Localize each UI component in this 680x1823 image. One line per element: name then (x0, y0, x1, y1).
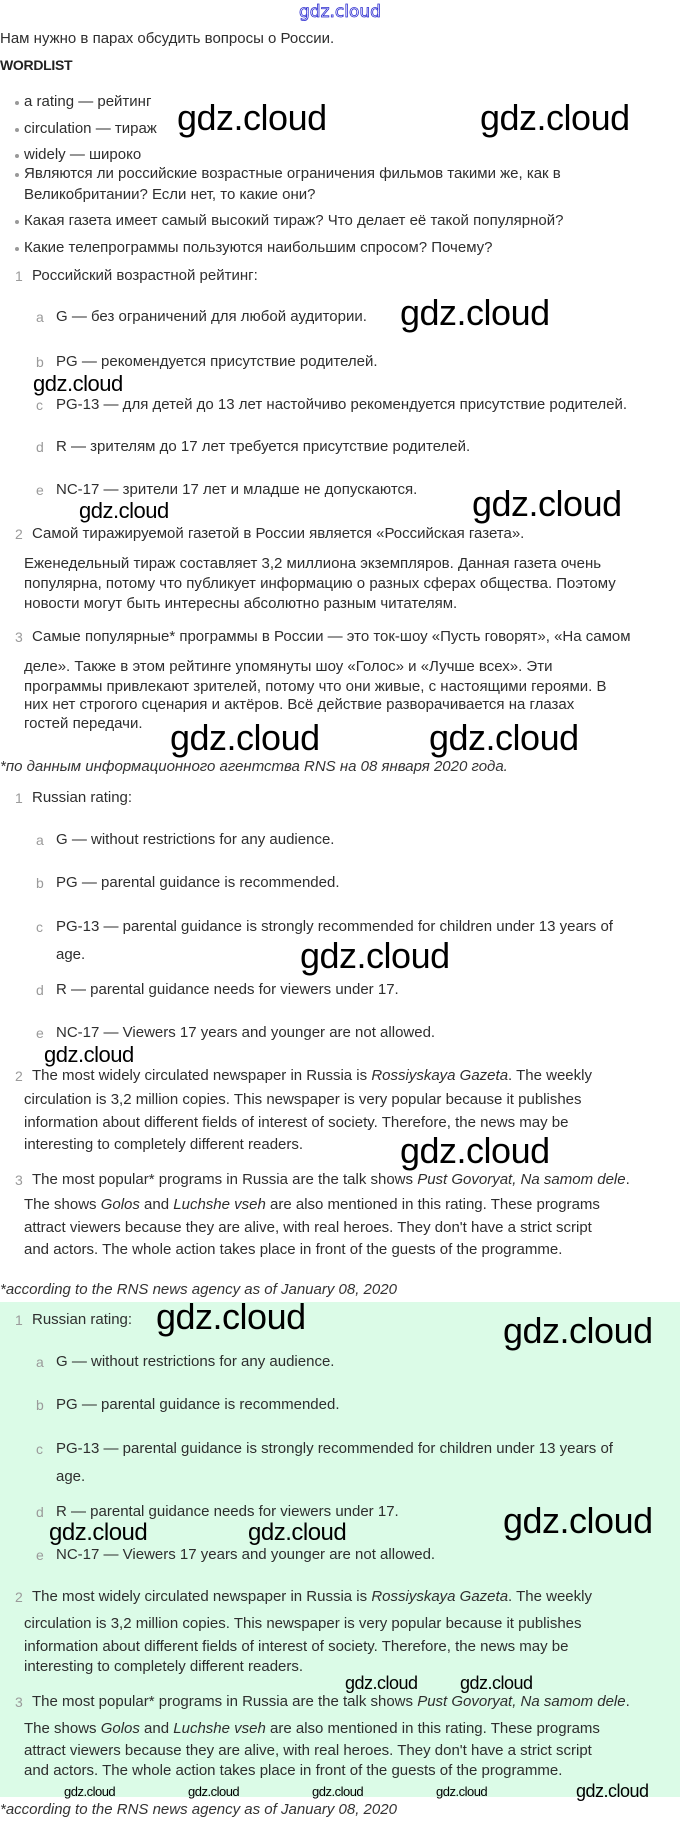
wordlist-title: WORDLIST (0, 57, 73, 73)
text-segment: information about different fields of interest of society. Therefore, the news may be (24, 1114, 569, 1131)
text-segment: . The weekly (508, 1588, 592, 1605)
sub-item-text (56, 918, 613, 936)
paragraph-line (24, 1615, 582, 1633)
watermark: gdz.cloud (248, 1519, 347, 1546)
sub-item-text (56, 981, 399, 999)
text-segment: and (139, 1196, 174, 1213)
sub-item-text (56, 874, 339, 892)
paragraph-line (24, 555, 601, 573)
paragraph-line (24, 595, 457, 613)
text-segment: age. (56, 946, 86, 963)
watermark: gdz.cloud (188, 1784, 240, 1799)
item-number: 2 (15, 1589, 23, 1605)
sub-item-letter: b (36, 1397, 44, 1413)
text-segment: The most popular* programs in Russia are the talk shows (32, 1171, 418, 1188)
text-segment: Еженедельный тираж составляет 3,2 миллиона экземпляров. Данная газета очень (24, 555, 602, 572)
text-segment: The most widely circulated newspaper in Russia is (32, 1588, 372, 1605)
text-segment: . The weekly (508, 1067, 592, 1084)
text-segment: R — зрителям до 17 лет требуется присутствие родителей. (56, 438, 471, 455)
sub-item-letter: a (36, 832, 44, 848)
text-segment: NC-17 — Viewers 17 years and younger are not allowed. (56, 1024, 436, 1041)
text-segment: G — without restrictions for any audience. (56, 831, 335, 848)
sub-item-letter: b (36, 354, 44, 370)
paragraph-line (32, 628, 631, 646)
text-segment: The most popular* programs in Russia are the talk shows (32, 1693, 418, 1710)
text-segment: популярна, потому что публикует информацию о разных сферах общества. Поэтому (24, 575, 616, 592)
text-segment: circulation — тираж (24, 120, 157, 137)
paragraph-line (32, 1067, 592, 1085)
watermark: gdz.cloud (576, 1781, 649, 1801)
watermark: gdz.cloud (44, 1042, 134, 1067)
text-segment: PG-13 — parental guidance is strongly recommended for children under 13 years of (56, 1440, 613, 1457)
header-watermark: gdz.cloud (299, 2, 381, 22)
text-segment: NC-17 — зрители 17 лет и младше не допускаются. (56, 481, 418, 498)
watermark: gdz.cloud (177, 97, 327, 138)
paragraph-line (32, 1693, 630, 1711)
text-segment: interesting to completely different readers. (24, 1658, 304, 1675)
watermark: gdz.cloud (472, 483, 622, 524)
item-label (32, 1311, 132, 1329)
text-segment: are also mentioned in this rating. These programs (265, 1196, 600, 1213)
italic-title: Golos (100, 1196, 140, 1213)
paragraph-line (24, 1196, 600, 1214)
text-segment: PG-13 — для детей до 13 лет настойчиво рекомендуется присутствие родителей. (56, 396, 628, 413)
item-number: 3 (15, 1172, 23, 1188)
text-segment: NC-17 — Viewers 17 years and younger are not allowed. (56, 1546, 436, 1563)
paragraph-line (24, 1241, 562, 1259)
bullet-icon (15, 173, 19, 177)
wordlist-item (24, 212, 563, 230)
sub-item-text (56, 1546, 435, 1564)
paragraph-line (24, 1638, 568, 1656)
watermark: gdz.cloud (170, 717, 320, 758)
text-segment: information about different fields of interest of society. Therefore, the news may be (24, 1638, 569, 1655)
text-segment: and actors. The whole action takes place in front of the guests of the programme. (24, 1241, 563, 1258)
text-segment: PG — parental guidance is recommended. (56, 874, 340, 891)
intro-text: Нам нужно в парах обсудить вопросы о России. (0, 30, 335, 47)
watermark: gdz.cloud (345, 1673, 418, 1693)
text-segment: G — без ограничений для любой аудитории. (56, 308, 367, 325)
sub-item-letter: c (36, 1441, 43, 1457)
item-label (32, 267, 258, 285)
sub-item-letter: a (36, 309, 44, 325)
wordlist-item (24, 165, 561, 183)
text-segment: PG-13 — parental guidance is strongly recommended for children under 13 years of (56, 918, 613, 935)
text-segment: деле». Также в этом рейтинге упомянуты шоу «Голос» и «Лучше всех». Эти (24, 658, 553, 675)
watermark: gdz.cloud (64, 1784, 116, 1799)
paragraph-line (24, 715, 143, 733)
text-segment: R — parental guidance needs for viewers under 17. (56, 981, 399, 998)
paragraph-line (24, 678, 606, 696)
text-segment: a rating — рейтинг (24, 93, 152, 110)
watermark: gdz.cloud (400, 1130, 550, 1171)
bullet-icon (15, 101, 19, 105)
sub-item-letter: a (36, 1354, 44, 1370)
sub-item-text (56, 1468, 85, 1486)
text-segment: and actors. The whole action takes place in front of the guests of the programme. (24, 1762, 563, 1779)
text-segment: Являются ли российские возрастные ограничения фильмов такими же, как в (24, 165, 561, 182)
paragraph-line (24, 1720, 600, 1738)
text-segment: circulation is 3,2 million copies. This newspaper is very popular because it publishes (24, 1615, 582, 1632)
paragraph-line (24, 1136, 303, 1154)
watermark: gdz.cloud (33, 371, 123, 396)
text-segment: них нет строгого сценария и актёров. Всё действие разворачивается на глазах (24, 696, 575, 713)
bullet-icon (15, 128, 19, 132)
watermark: gdz.cloud (312, 1784, 364, 1799)
text-segment: Какая газета имеет самый высокий тираж? Что делает её такой популярной? (24, 212, 564, 229)
text-segment: новости могут быть интересны абсолютно разным читателям. (24, 595, 458, 612)
watermark: gdz.cloud (49, 1519, 148, 1546)
paragraph-line (24, 1219, 592, 1237)
bullet-icon (15, 247, 19, 251)
text-segment: PG — рекомендуется присутствие родителей. (56, 353, 378, 370)
paragraph-line (32, 1171, 630, 1189)
paragraph-line (24, 1091, 582, 1109)
text-segment: are also mentioned in this rating. These programs (265, 1720, 600, 1737)
item-number: 2 (15, 1068, 23, 1084)
wordlist-item (24, 146, 141, 164)
paragraph-line (24, 1762, 562, 1780)
item-number: 3 (15, 629, 23, 645)
sub-item-text (56, 308, 367, 326)
text-segment: Великобритании? Если нет, то какие они? (24, 186, 316, 203)
text-segment: . (625, 1693, 630, 1710)
sub-item-text (56, 946, 85, 964)
sub-item-letter: e (36, 1025, 44, 1041)
paragraph-line (32, 1588, 592, 1606)
bullet-icon (15, 220, 19, 224)
sub-item-text (56, 353, 378, 371)
wordlist-item (24, 93, 151, 111)
text-segment: attract viewers because they are alive, with real heroes. They don't have a strict script (24, 1219, 592, 1236)
item-number: 2 (15, 526, 23, 542)
item-number: 1 (15, 268, 23, 284)
italic-title: Rossiyskaya Gazeta (371, 1588, 509, 1605)
text-segment: Russian rating: (32, 1311, 133, 1328)
text-segment: программы привлекают зрителей, потому что они живые, с настоящими героями. В (24, 678, 607, 695)
sub-item-letter: c (36, 919, 43, 935)
sub-item-text (56, 481, 417, 499)
text-segment: Самые популярные* программы в России — это ток-шоу «Пусть говорят», «На самом (32, 628, 631, 645)
sub-item-text (56, 1353, 334, 1371)
text-segment: *according to the RNS news agency as of January 08, 2020 (0, 1281, 397, 1298)
paragraph-line (24, 1658, 303, 1676)
text-segment: circulation is 3,2 million copies. This newspaper is very popular because it publishes (24, 1091, 582, 1108)
italic-title: Luchshe vseh (173, 1720, 266, 1737)
text-segment: R — parental guidance needs for viewers under 17. (56, 1503, 399, 1520)
text-segment: The shows (24, 1720, 101, 1737)
watermark: gdz.cloud (503, 1500, 653, 1541)
italic-title: Golos (100, 1720, 140, 1737)
watermark: gdz.cloud (429, 717, 579, 758)
item-label (32, 789, 132, 807)
watermark: gdz.cloud (400, 292, 550, 333)
wordlist-item (24, 239, 493, 257)
text-segment: attract viewers because they are alive, with real heroes. They don't have a strict script (24, 1742, 592, 1759)
bullet-icon (15, 154, 19, 158)
sub-item-text (56, 1024, 435, 1042)
text-segment: Самой тиражируемой газетой в России является «Российская газета». (32, 525, 525, 542)
watermark: gdz.cloud (79, 498, 169, 523)
italic-title: Pust Govoryat, Na samom dele (417, 1171, 626, 1188)
text-segment: The most widely circulated newspaper in Russia is (32, 1067, 372, 1084)
sub-item-letter: e (36, 482, 44, 498)
text-segment: Russian rating: (32, 789, 133, 806)
text-segment: гостей передачи. (24, 715, 143, 732)
watermark: gdz.cloud (460, 1673, 533, 1693)
paragraph-line (24, 575, 616, 593)
footnote (0, 1801, 397, 1819)
paragraph-line (24, 1742, 592, 1760)
sub-item-text (56, 1396, 339, 1414)
text-segment: interesting to completely different readers. (24, 1136, 304, 1153)
sub-item-letter: e (36, 1547, 44, 1563)
text-segment: widely — широко (24, 146, 142, 163)
item-number: 3 (15, 1694, 23, 1710)
sub-item-letter: d (36, 982, 44, 998)
sub-item-letter: c (36, 397, 43, 413)
sub-item-text (56, 1440, 613, 1458)
watermark: gdz.cloud (503, 1310, 653, 1351)
wordlist-item (24, 186, 316, 204)
text-segment: Российский возрастной рейтинг: (32, 267, 258, 284)
watermark: gdz.cloud (436, 1784, 488, 1799)
text-segment: The shows (24, 1196, 101, 1213)
text-segment: age. (56, 1468, 86, 1485)
sub-item-text (56, 831, 334, 849)
sub-item-text (56, 396, 627, 414)
paragraph-line (24, 658, 552, 676)
italic-title: Luchshe vseh (173, 1196, 266, 1213)
text-segment: PG — parental guidance is recommended. (56, 1396, 340, 1413)
wordlist-item (24, 120, 157, 138)
text-segment: *по данным информационного агентства RNS на 08 января 2020 года. (0, 758, 508, 775)
item-number: 1 (15, 790, 23, 806)
sub-item-text (56, 438, 470, 456)
text-segment: Какие телепрограммы пользуются наибольшим спросом? Почему? (24, 239, 493, 256)
sub-item-letter: b (36, 875, 44, 891)
sub-item-letter: d (36, 1504, 44, 1520)
item-number: 1 (15, 1312, 23, 1328)
italic-title: Pust Govoryat, Na samom dele (417, 1693, 626, 1710)
watermark: gdz.cloud (156, 1296, 306, 1337)
text-segment: G — without restrictions for any audience. (56, 1353, 335, 1370)
sub-item-letter: d (36, 439, 44, 455)
text-segment: *according to the RNS news agency as of January 08, 2020 (0, 1801, 397, 1818)
watermark: gdz.cloud (480, 97, 630, 138)
italic-title: Rossiyskaya Gazeta (371, 1067, 509, 1084)
text-segment: . (625, 1171, 630, 1188)
watermark: gdz.cloud (300, 935, 450, 976)
footnote (0, 758, 508, 776)
paragraph-line (24, 696, 574, 714)
paragraph-line (32, 525, 524, 543)
text-segment: and (139, 1720, 174, 1737)
